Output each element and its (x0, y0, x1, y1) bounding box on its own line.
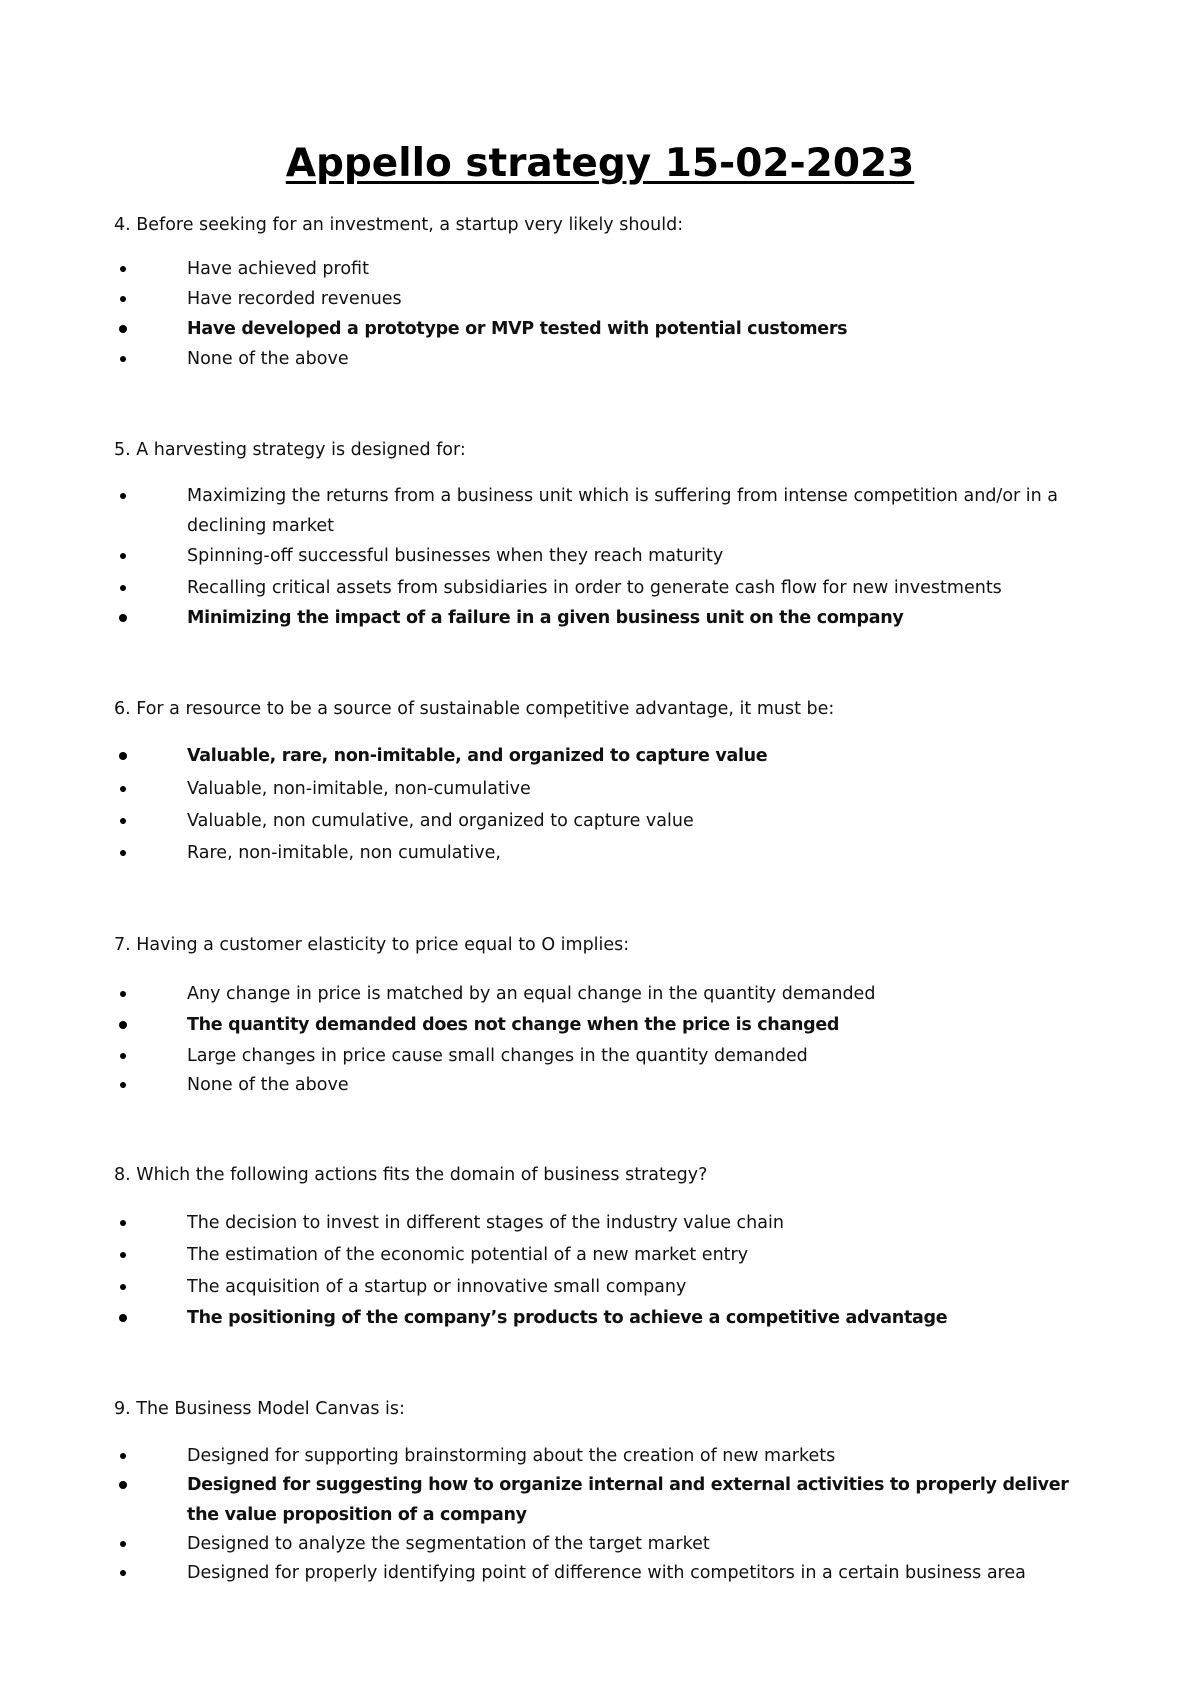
question-5-prompt: 5. A harvesting strategy is designed for: (114, 440, 466, 460)
question-7-options (0, 980, 1200, 1101)
list-item (0, 345, 1200, 375)
option-text: Have achieved profit (187, 259, 369, 279)
option-text: Valuable, non cumulative, and organized to capture value (187, 811, 694, 831)
bullet-icon (120, 585, 126, 591)
list-item (0, 1209, 1200, 1241)
list-item (0, 1273, 1200, 1304)
option-text: Valuable, rare, non-imitable, and organized to capture value (187, 746, 768, 766)
bullet-icon (120, 1252, 126, 1258)
bullet-icon (120, 1570, 126, 1576)
bullet-icon (120, 493, 126, 499)
question-7-prompt: 7. Having a customer elasticity to price equal to O implies: (114, 935, 630, 955)
question-9-prompt: 9. The Business Model Canvas is: (114, 1399, 405, 1419)
bullet-icon (120, 786, 126, 792)
list-item (0, 285, 1200, 315)
bullet-icon (120, 266, 126, 272)
list-item-correct-answer (0, 742, 1200, 775)
option-text: Recalling critical assets from subsidiaries in order to generate cash flow for new investments (187, 578, 1002, 598)
option-text: Any change in price is matched by an equal change in the quantity demanded (187, 984, 876, 1004)
option-text: Designed for properly identifying point of difference with competitors in a certain business area (187, 1563, 1026, 1583)
option-text: Minimizing the impact of a failure in a given business unit on the company (187, 608, 904, 628)
list-item (0, 807, 1200, 839)
question-6-prompt: 6. For a resource to be a source of sustainable competitive advantage, it must be: (114, 699, 835, 719)
bullet-icon (120, 1053, 126, 1059)
option-text: Rare, non-imitable, non cumulative, (187, 843, 501, 863)
question-8-options (0, 1209, 1200, 1334)
option-text: Spinning-off successful businesses when they reach maturity (187, 546, 724, 566)
option-text: Have recorded revenues (187, 289, 402, 309)
list-item (0, 1241, 1200, 1273)
question-6-options (0, 742, 1200, 869)
list-item (0, 255, 1200, 285)
bullet-icon (119, 1314, 127, 1322)
bullet-icon (119, 1021, 127, 1029)
bullet-icon (120, 850, 126, 856)
bullet-icon (119, 1481, 127, 1489)
option-text: The acquisition of a startup or innovative small company (187, 1277, 687, 1297)
option-text: Maximizing the returns from a business unit which is suffering from intense competition and/or in a declining market (187, 486, 1059, 536)
list-item (0, 1042, 1200, 1071)
list-item-correct-answer (0, 604, 1200, 634)
bullet-icon (119, 752, 127, 760)
bullet-icon (120, 296, 126, 302)
question-5-options (0, 482, 1200, 634)
question-9-options (0, 1442, 1200, 1589)
list-item-correct-answer (0, 1471, 1200, 1530)
bullet-icon (119, 614, 127, 622)
option-text: None of the above (187, 1075, 349, 1095)
bullet-icon (120, 1284, 126, 1290)
list-item (0, 980, 1200, 1011)
list-item (0, 1530, 1200, 1559)
option-text: Valuable, non-imitable, non-cumulative (187, 779, 531, 799)
option-text: None of the above (187, 349, 349, 369)
bullet-icon (120, 1220, 126, 1226)
option-text: Designed to analyze the segmentation of the target market (187, 1534, 710, 1554)
bullet-icon (120, 553, 126, 559)
list-item (0, 482, 1200, 542)
list-item (0, 1071, 1200, 1101)
list-item (0, 574, 1200, 604)
list-item-correct-answer (0, 1011, 1200, 1042)
bullet-icon (120, 1453, 126, 1459)
list-item (0, 775, 1200, 807)
option-text: The estimation of the economic potential of a new market entry (187, 1245, 749, 1265)
question-8-prompt: 8. Which the following actions fits the domain of business strategy? (114, 1165, 708, 1185)
option-text: The decision to invest in different stages of the industry value chain (187, 1213, 784, 1233)
list-item (0, 1559, 1200, 1589)
list-item (0, 1442, 1200, 1471)
list-item-correct-answer (0, 1304, 1200, 1334)
bullet-icon (120, 1082, 126, 1088)
page-title: Appello strategy 15-02-2023 (285, 141, 915, 186)
bullet-icon (120, 818, 126, 824)
list-item-correct-answer (0, 315, 1200, 345)
option-text: The positioning of the company’s products to achieve a competitive advantage (187, 1308, 948, 1328)
list-item (0, 839, 1200, 869)
bullet-icon (120, 356, 126, 362)
option-text: Designed for supporting brainstorming about the creation of new markets (187, 1446, 836, 1466)
bullet-icon (120, 991, 126, 997)
question-4-prompt: 4. Before seeking for an investment, a startup very likely should: (114, 215, 684, 235)
option-text: Have developed a prototype or MVP tested with potential customers (187, 319, 848, 339)
bullet-icon (120, 1541, 126, 1547)
option-text: Large changes in price cause small changes in the quantity demanded (187, 1046, 808, 1066)
option-text: Designed for suggesting how to organize internal and external activities to properly deliver the value proposition of a company (187, 1475, 1069, 1525)
list-item (0, 542, 1200, 574)
question-4-options (0, 255, 1200, 375)
bullet-icon (119, 325, 127, 333)
option-text: The quantity demanded does not change when the price is changed (187, 1015, 840, 1035)
